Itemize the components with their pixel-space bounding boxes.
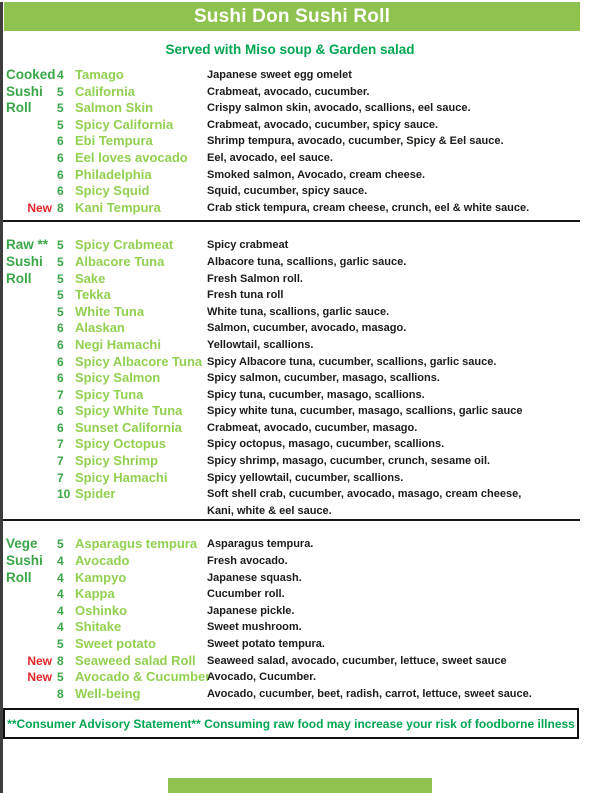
item-price: 5 bbox=[57, 670, 64, 685]
section-label-raw: Raw ** Sushi Roll bbox=[6, 237, 49, 286]
item-desc: Salmon, cucumber, avocado, masago. bbox=[207, 322, 407, 335]
menu-item-row bbox=[0, 403, 613, 420]
item-name: Spicy Crabmeat bbox=[75, 237, 174, 253]
menu-item-row bbox=[0, 200, 613, 217]
item-desc: Spicy tuna, cucumber, masago, scallions. bbox=[207, 388, 425, 401]
menu-sections bbox=[0, 67, 613, 702]
item-desc: Japanese squash. bbox=[207, 571, 302, 584]
new-badge: New bbox=[27, 653, 52, 668]
menu-item-row bbox=[0, 387, 613, 404]
item-desc: Fresh Salmon roll. bbox=[207, 272, 303, 285]
item-name: Spicy California bbox=[75, 116, 174, 132]
page-title: Sushi Don Sushi Roll bbox=[193, 6, 391, 27]
item-price: 6 bbox=[57, 420, 64, 435]
menu-item-row bbox=[0, 320, 613, 337]
menu-section-vege bbox=[0, 536, 613, 702]
menu-item-row bbox=[0, 669, 613, 686]
item-price: 5 bbox=[57, 101, 64, 116]
item-price: 5 bbox=[57, 238, 64, 253]
item-desc: Asparagus tempura. bbox=[207, 538, 314, 551]
item-price: 4 bbox=[57, 554, 64, 569]
item-desc: Shrimp tempura, avocado, cucumber, Spicy & Eel sauce. bbox=[207, 135, 504, 148]
menu-subtitle: Served with Miso soup & Garden salad bbox=[165, 42, 415, 57]
item-desc: Spicy octopus, masago, cucumber, scallions. bbox=[207, 438, 445, 451]
new-badge: New bbox=[27, 200, 52, 215]
item-name: Sweet potato bbox=[75, 636, 156, 651]
item-desc: Avocado, Cucumber. bbox=[207, 671, 317, 684]
section-divider bbox=[2, 220, 580, 222]
item-price: 7 bbox=[57, 387, 64, 402]
menu-item-row bbox=[0, 183, 613, 200]
item-desc: Fresh avocado. bbox=[207, 555, 288, 568]
item-name: Spicy Squid bbox=[75, 183, 150, 199]
menu-item-row bbox=[0, 453, 613, 470]
item-desc: Spicy yellowtail, cucumber, scallions. bbox=[207, 471, 404, 484]
item-name: Spicy Shrimp bbox=[75, 453, 159, 469]
item-desc: Seaweed salad, avocado, cucumber, lettuce, sweet sauce bbox=[207, 654, 507, 667]
item-desc: Yellowtail, scallions. bbox=[207, 338, 314, 351]
menu-item-row bbox=[0, 167, 613, 184]
item-name: Spicy Tuna bbox=[75, 386, 144, 402]
item-desc: Sweet potato tempura. bbox=[207, 638, 325, 650]
item-price: 5 bbox=[57, 304, 64, 319]
menu-item-row bbox=[0, 436, 613, 453]
item-price: 5 bbox=[57, 117, 64, 132]
item-desc: Crabmeat, avocado, cucumber. bbox=[207, 85, 370, 98]
item-price: 4 bbox=[57, 620, 64, 635]
menu-item-row bbox=[0, 636, 613, 653]
menu-item-row bbox=[0, 287, 613, 304]
menu-item-row bbox=[0, 67, 613, 84]
item-name: Spider bbox=[75, 486, 116, 502]
title-banner bbox=[4, 2, 580, 31]
item-name: Well-being bbox=[75, 685, 141, 701]
menu-item-row bbox=[0, 420, 613, 437]
item-name: Kappa bbox=[75, 586, 115, 602]
item-name: Avocado bbox=[75, 553, 130, 569]
item-price: 6 bbox=[57, 150, 64, 165]
item-desc: Smoked salmon, Avocado, cream cheese. bbox=[207, 168, 426, 181]
item-price: 7 bbox=[57, 454, 64, 469]
item-desc: Albacore tuna, scallions, garlic sauce. bbox=[207, 255, 407, 268]
item-price: 6 bbox=[57, 321, 64, 336]
item-price: 5 bbox=[57, 288, 64, 303]
menu-section-cooked bbox=[0, 67, 613, 216]
menu-item-row bbox=[0, 254, 613, 271]
menu-item-row bbox=[0, 133, 613, 150]
advisory-text: **Consumer Advisory Statement** Consuming raw food may increase your risk of foodborne illness bbox=[7, 716, 575, 731]
item-desc: White tuna, scallions, garlic sauce. bbox=[207, 305, 390, 318]
item-desc: Sweet mushroom. bbox=[207, 621, 302, 634]
menu-item-row bbox=[0, 536, 613, 553]
menu-item-row bbox=[0, 553, 613, 570]
item-name: Eel loves avocado bbox=[75, 149, 188, 165]
item-price: 5 bbox=[57, 254, 64, 269]
item-name: Tamago bbox=[75, 67, 124, 82]
item-name: Spicy Albacore Tuna bbox=[75, 353, 203, 369]
item-price: 6 bbox=[57, 404, 64, 419]
item-desc: Spicy white tuna, cucumber, masago, scallions, garlic sauce bbox=[207, 405, 523, 418]
item-desc: Squid, cucumber, spicy sauce. bbox=[207, 185, 368, 198]
item-price: 6 bbox=[57, 337, 64, 352]
section-divider bbox=[2, 519, 580, 521]
item-desc: Japanese pickle. bbox=[207, 604, 295, 617]
menu-item-row bbox=[0, 619, 613, 636]
advisory-box bbox=[3, 708, 579, 739]
item-desc: Soft shell crab, cucumber, avocado, masago, cream cheese, Kani, white & eel sauce. bbox=[207, 486, 613, 519]
new-badge: New bbox=[27, 670, 52, 685]
item-price: 5 bbox=[57, 84, 64, 99]
item-price: 6 bbox=[57, 167, 64, 182]
item-name: Seaweed salad Roll bbox=[75, 652, 196, 668]
item-desc-line2: Kani, white & eel sauce. bbox=[207, 504, 332, 517]
item-name: Oshinko bbox=[75, 602, 128, 618]
item-price: 6 bbox=[57, 354, 64, 369]
item-desc: Japanese sweet egg omelet bbox=[207, 69, 352, 81]
menu-item-row bbox=[0, 470, 613, 487]
item-price: 8 bbox=[57, 653, 64, 668]
item-desc: Crab stick tempura, cream cheese, crunch, eel & white sauce. bbox=[207, 201, 530, 214]
item-name: Albacore Tuna bbox=[75, 253, 165, 269]
menu-item-row bbox=[0, 486, 613, 519]
item-name: Sake bbox=[75, 270, 106, 286]
menu-item-row bbox=[0, 570, 613, 587]
item-name: Shitake bbox=[75, 619, 122, 635]
menu-item-row bbox=[0, 150, 613, 167]
item-price: 6 bbox=[57, 184, 64, 199]
item-price: 5 bbox=[57, 271, 64, 286]
item-price: 7 bbox=[57, 470, 64, 485]
menu-item-row bbox=[0, 686, 613, 703]
item-name: California bbox=[75, 83, 135, 99]
item-price: 5 bbox=[57, 637, 64, 651]
section-label-cooked: Cooked Sushi Roll bbox=[6, 67, 56, 116]
item-price: 10 bbox=[57, 487, 71, 502]
item-desc: Avocado, cucumber, beet, radish, carrot, lettuce, sweet sauce. bbox=[207, 687, 532, 700]
item-price: 8 bbox=[57, 200, 64, 215]
item-name: Spicy Salmon bbox=[75, 370, 161, 386]
item-name: Kampyo bbox=[75, 569, 127, 585]
item-desc: Eel, avocado, eel sauce. bbox=[207, 151, 333, 164]
item-price: 4 bbox=[57, 570, 64, 585]
item-name: Tekka bbox=[75, 287, 111, 303]
item-price: 6 bbox=[57, 371, 64, 386]
menu-item-row bbox=[0, 586, 613, 603]
item-price: 6 bbox=[57, 134, 64, 149]
item-price: 7 bbox=[57, 437, 64, 452]
item-name: Kani Tempura bbox=[75, 199, 161, 215]
item-desc: Cucumber roll. bbox=[207, 588, 285, 601]
menu-item-row bbox=[0, 100, 613, 117]
menu-item-row bbox=[0, 337, 613, 354]
item-desc: Crabmeat, avocado, cucumber, masago. bbox=[207, 421, 418, 434]
menu-item-row bbox=[0, 603, 613, 620]
menu-section-raw bbox=[0, 237, 613, 519]
item-desc: Spicy shrimp, masago, cucumber, crunch, sesame oil. bbox=[207, 455, 491, 468]
item-desc: Spicy salmon, cucumber, masago, scallions. bbox=[207, 372, 440, 385]
menu-item-row bbox=[0, 237, 613, 254]
item-name: Alaskan bbox=[75, 320, 125, 336]
item-name: Spicy White Tuna bbox=[75, 403, 183, 419]
item-name: Spicy Hamachi bbox=[75, 469, 168, 485]
item-price: 8 bbox=[57, 686, 64, 701]
item-price: 4 bbox=[57, 68, 64, 82]
item-name: Spicy Octopus bbox=[75, 436, 167, 452]
menu-item-row bbox=[0, 117, 613, 134]
menu-item-row bbox=[0, 653, 613, 670]
item-desc: Crabmeat, avocado, cucumber, spicy sauce. bbox=[207, 118, 439, 131]
item-name: Avocado & Cucumber bbox=[75, 669, 211, 685]
item-name: Ebi Tempura bbox=[75, 133, 153, 149]
item-name: Philadelphia bbox=[75, 166, 152, 182]
item-name: White Tuna bbox=[75, 303, 145, 319]
menu-item-row bbox=[0, 370, 613, 387]
menu-item-row bbox=[0, 304, 613, 321]
item-desc: Fresh tuna roll bbox=[207, 289, 284, 302]
item-price: 4 bbox=[57, 603, 64, 618]
item-price: 4 bbox=[57, 587, 64, 602]
menu-item-row bbox=[0, 84, 613, 101]
section-label-vege: Vege Sushi Roll bbox=[6, 536, 43, 585]
item-name: Salmon Skin bbox=[75, 100, 154, 116]
item-desc: Crispy salmon skin, avocado, scallions, eel sauce. bbox=[207, 102, 471, 115]
item-name: Negi Hamachi bbox=[75, 336, 161, 352]
item-desc: Spicy crabmeat bbox=[207, 239, 289, 252]
item-price: 5 bbox=[57, 537, 64, 552]
item-name: Asparagus tempura bbox=[75, 536, 198, 552]
item-desc: Spicy Albacore tuna, cucumber, scallions, garlic sauce. bbox=[207, 355, 497, 368]
item-name: Sunset California bbox=[75, 419, 182, 435]
menu-item-row bbox=[0, 354, 613, 371]
menu-item-row bbox=[0, 271, 613, 288]
